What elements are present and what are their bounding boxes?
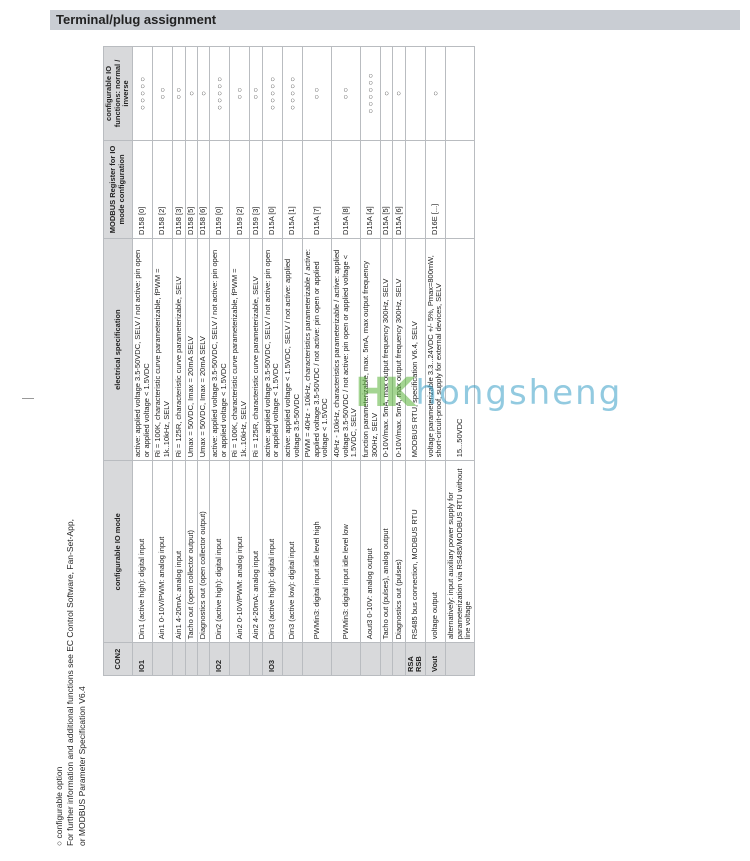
modbus-register: D15A [0] [262,140,282,238]
further-info-line-2: or MODBUS Parameter Specification V6.4 [76,686,87,846]
electrical-spec: 15...50VDC [446,239,475,461]
electrical-spec: PWM = 40Hz - 10kHz, characteristics parameterizable / active: applied voltage 3.5-50VDC / not active: pin open or applied voltage < 1.5VDC [303,239,332,461]
electrical-spec: Ri = 100K, characteristic curve parameterizable, fPWM = 1k..10kHz, SELV [153,239,173,461]
io-group [303,643,332,676]
io-mode: Tacho out (pulses), analog output [381,461,393,643]
electrical-spec: Ri = 125R, characteristic curve parameterizable, SELV [173,239,185,461]
function-options: ○ ○ ○ ○ ○ [262,47,282,141]
io-mode: Ain1 0-10V/PWM: analog input [153,461,173,643]
col-modbus: MODBUS Register for IO mode configuration [104,140,133,238]
modbus-register: D158 [6] [197,140,209,238]
modbus-register: D16E [...] [425,140,445,238]
modbus-register: D15A [7] [303,140,332,238]
io-group [332,643,361,676]
function-options: ○ ○ [153,47,173,141]
table-row [209,47,229,676]
io-group: IO1 [132,643,152,676]
function-options: ○ [381,47,393,141]
watermark-text: hongsheng [415,373,623,413]
table-row [132,47,152,676]
io-mode: Tacho out (open collector output) [185,461,197,643]
electrical-spec: Umax = 50VDC, Imax = 20mA SELV [185,239,197,461]
table-row [332,47,361,676]
io-group [446,643,475,676]
io-group [185,643,197,676]
function-options: ○ ○ [230,47,250,141]
modbus-register: D15A [5] [381,140,393,238]
io-group [197,643,209,676]
function-options: ○ [425,47,445,141]
electrical-spec: Ri = 125R, characteristic curve parameterizable, SELV [250,239,262,461]
modbus-register [446,140,475,238]
table-row [173,47,185,676]
notes [54,66,88,846]
title-bar [50,10,740,30]
table-row [197,47,209,676]
page-title: Terminal/plug assignment [56,12,217,27]
electrical-spec: MODBUS RTU, specification V6.4, SELV [405,239,425,461]
table-row [282,47,302,676]
modbus-register: D158 [3] [173,140,185,238]
table-row [405,47,425,676]
io-group [282,643,302,676]
function-options: ○ ○ ○ ○ ○ [209,47,229,141]
io-mode: Diagnostics out (pulses) [393,461,405,643]
col-elec: electrical specification [104,239,133,461]
function-options: ○ ○ [173,47,185,141]
function-options: ○ ○ [332,47,361,141]
function-options: ○ ○ ○ ○ ○ ○ [360,47,380,141]
function-options: ○ ○ ○ ○ ○ [132,47,152,141]
io-mode: PWMin3: digital input idle level high [303,461,332,643]
io-mode: Din1 (active high): digital input [132,461,152,643]
function-options: ○ ○ [303,47,332,141]
table-row [230,47,250,676]
io-group: IO3 [262,643,282,676]
electrical-spec: function parameterizable, max. 5mA, max output frequency 300Hz, SELV [360,239,380,461]
modbus-register [405,140,425,238]
io-mode: Ain2 0-10V/PWM: analog input [230,461,250,643]
rotated-content [48,46,588,856]
io-mode: alternatively: input auxiliary power supply for parameterization via RS485/MODBUS RTU without line voltage [446,461,475,643]
electrical-spec: 0-10V/max. 5mA, max output frequency 300Hz, SELV [393,239,405,461]
io-group [381,643,393,676]
watermark [355,370,622,416]
modbus-register: D15A [4] [360,140,380,238]
table-row [153,47,173,676]
table-row [250,47,262,676]
col-con: CON2 [104,643,133,676]
electrical-spec: Ri = 100K, characteristic curve parameterizable, fPWM = 1k..10kHz, SELV [230,239,250,461]
io-mode: Din2 (active high): digital input [209,461,229,643]
io-mode: RS485 bus connection, MODBUS RTU [405,461,425,643]
table-row [425,47,445,676]
modbus-register: D159 [3] [250,140,262,238]
function-options: ○ [197,47,209,141]
electrical-spec: voltage parameterizable 3.3...24VDC +/- 5%, Pmax=800mW, short-circuit-proof, supply for external devices, SELV [425,239,445,461]
margin-mark [22,398,34,399]
function-options [405,47,425,141]
io-group: RSA RSB [405,643,425,676]
function-options: ○ [393,47,405,141]
io-mode: PWMin3: digital input idle level low [332,461,361,643]
electrical-spec: active: applied voltage 3.5-50VDC, SELV / not active: pin open or applied voltage < 1.5VDC [209,239,229,461]
table-row [381,47,393,676]
io-mode: Ain2 4-20mA: analog input [250,461,262,643]
modbus-register: D158 [2] [153,140,173,238]
electrical-spec: active: applied voltage < 1.5VDC, SELV / not active: applied voltage 3.5-50VDC [282,239,302,461]
io-mode: Din3 (active high): digital input [262,461,282,643]
electrical-spec: 0-10V/max. 5mA, max output frequency 300Hz, SELV [381,239,393,461]
modbus-register: D158 [0] [132,140,152,238]
modbus-register: D15A [8] [332,140,361,238]
io-mode: Din3 (active low): digital input [282,461,302,643]
legend-note: ○ configurable option [54,766,64,846]
io-group [250,643,262,676]
function-options [446,47,475,141]
modbus-register: D159 [0] [209,140,229,238]
modbus-register: D15A [1] [282,140,302,238]
function-options: ○ ○ ○ ○ ○ [282,47,302,141]
table-row [303,47,332,676]
modbus-register: D159 [2] [230,140,250,238]
io-mode: voltage output [425,461,445,643]
table-body [132,47,474,676]
table-row [262,47,282,676]
assignment-table [103,46,475,676]
electrical-spec: active: applied voltage 3.5-50VDC, SELV / not active: pin open or applied voltage < 1.5VDC [262,239,282,461]
col-mode: configurable IO mode [104,461,133,643]
io-group [173,643,185,676]
io-group [230,643,250,676]
electrical-spec: active: applied voltage 3.5-50VDC, SELV / not active: pin open or applied voltage < 1.5VDC [132,239,152,461]
col-functions: configurable IO functions: normal / inverse [104,47,133,141]
rotated-page [48,46,588,856]
further-info-line-1: For further information and additional functions see EC Control Software, Fan-Set-App, [65,519,76,846]
io-mode: Aout3 0-10V: analog output [360,461,380,643]
function-options: ○ ○ [250,47,262,141]
watermark-logo: HK [355,370,412,416]
table-row [393,47,405,676]
io-group [153,643,173,676]
function-options: ○ [185,47,197,141]
modbus-register: D158 [5] [185,140,197,238]
io-group: Vout [425,643,445,676]
io-group [360,643,380,676]
io-group: IO2 [209,643,229,676]
electrical-spec: 40Hz - 10kHz, characteristics parameterizable / active: applied voltage 3.5-50VDC / not active: pin open or applied voltage < 1.5VDC, SELV [332,239,361,461]
table-row [185,47,197,676]
io-group [393,643,405,676]
modbus-register: D15A [6] [393,140,405,238]
table-row [446,47,475,676]
io-mode: Ain1 4-20mA: analog input [173,461,185,643]
electrical-spec: Umax = 50VDC, Imax = 20mA SELV [197,239,209,461]
table-row [360,47,380,676]
io-mode: Diagnostics out (open collector output) [197,461,209,643]
